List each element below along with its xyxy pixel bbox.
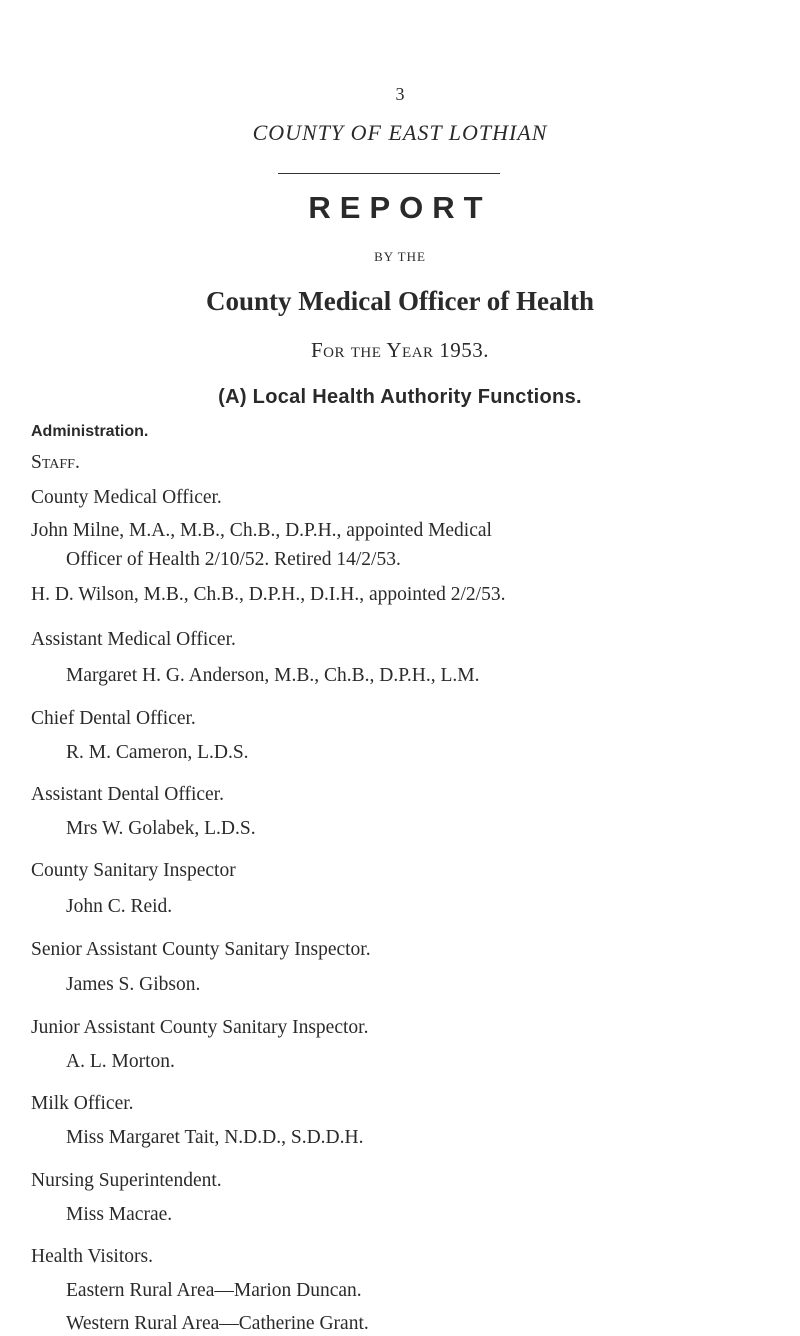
staff-entry: R. M. Cameron, L.D.S.	[66, 742, 249, 763]
role-milk-officer: Milk Officer.	[31, 1093, 134, 1114]
by-the-label: BY THE	[374, 249, 426, 264]
staff-entry: Eastern Rural Area—Marion Duncan.	[66, 1280, 362, 1301]
heading-rule	[278, 173, 500, 174]
staff-entry-continued: Officer of Health 2/10/52. Retired 14/2/53.	[66, 549, 401, 570]
staff-heading: Staff.	[31, 452, 80, 473]
role-assistant-dental-officer: Assistant Dental Officer.	[31, 784, 224, 805]
role-junior-assistant-sanitary-inspector: Junior Assistant County Sanitary Inspector.	[31, 1017, 369, 1038]
year-line: For the Year 1953.	[310, 338, 490, 362]
role-nursing-superintendent: Nursing Superintendent.	[31, 1170, 222, 1191]
report-title: REPORT	[308, 190, 492, 225]
staff-entry: Miss Macrae.	[66, 1204, 173, 1225]
staff-entry: Mrs W. Golabek, L.D.S.	[66, 818, 256, 839]
staff-entry: James S. Gibson.	[66, 974, 201, 995]
role-assistant-medical-officer: Assistant Medical Officer.	[31, 629, 236, 650]
staff-entry: H. D. Wilson, M.B., Ch.B., D.P.H., D.I.H., appointed 2/2/53.	[31, 584, 506, 605]
role-chief-dental-officer: Chief Dental Officer.	[31, 708, 196, 729]
role-senior-assistant-sanitary-inspector: Senior Assistant County Sanitary Inspector.	[31, 939, 371, 960]
role-health-visitors: Health Visitors.	[31, 1246, 153, 1267]
role-county-medical-officer: County Medical Officer.	[31, 487, 222, 508]
staff-entry: Miss Margaret Tait, N.D.D., S.D.D.H.	[66, 1127, 364, 1148]
staff-entry: John C. Reid.	[66, 896, 173, 917]
page-number: 3	[395, 84, 405, 104]
administration-heading: Administration.	[31, 423, 149, 440]
staff-entry: John Milne, M.A., M.B., Ch.B., D.P.H., appointed Medical	[31, 520, 492, 541]
cmo-heading: County Medical Officer of Health	[206, 286, 594, 316]
county-heading: COUNTY OF EAST LOTHIAN	[252, 120, 548, 145]
section-heading: (A) Local Health Authority Functions.	[218, 386, 582, 408]
staff-entry: Western Rural Area—Catherine Grant.	[66, 1313, 369, 1334]
role-county-sanitary-inspector: County Sanitary Inspector	[31, 860, 236, 881]
staff-entry: Margaret H. G. Anderson, M.B., Ch.B., D.P.H., L.M.	[66, 665, 480, 686]
staff-entry: A. L. Morton.	[66, 1051, 175, 1072]
